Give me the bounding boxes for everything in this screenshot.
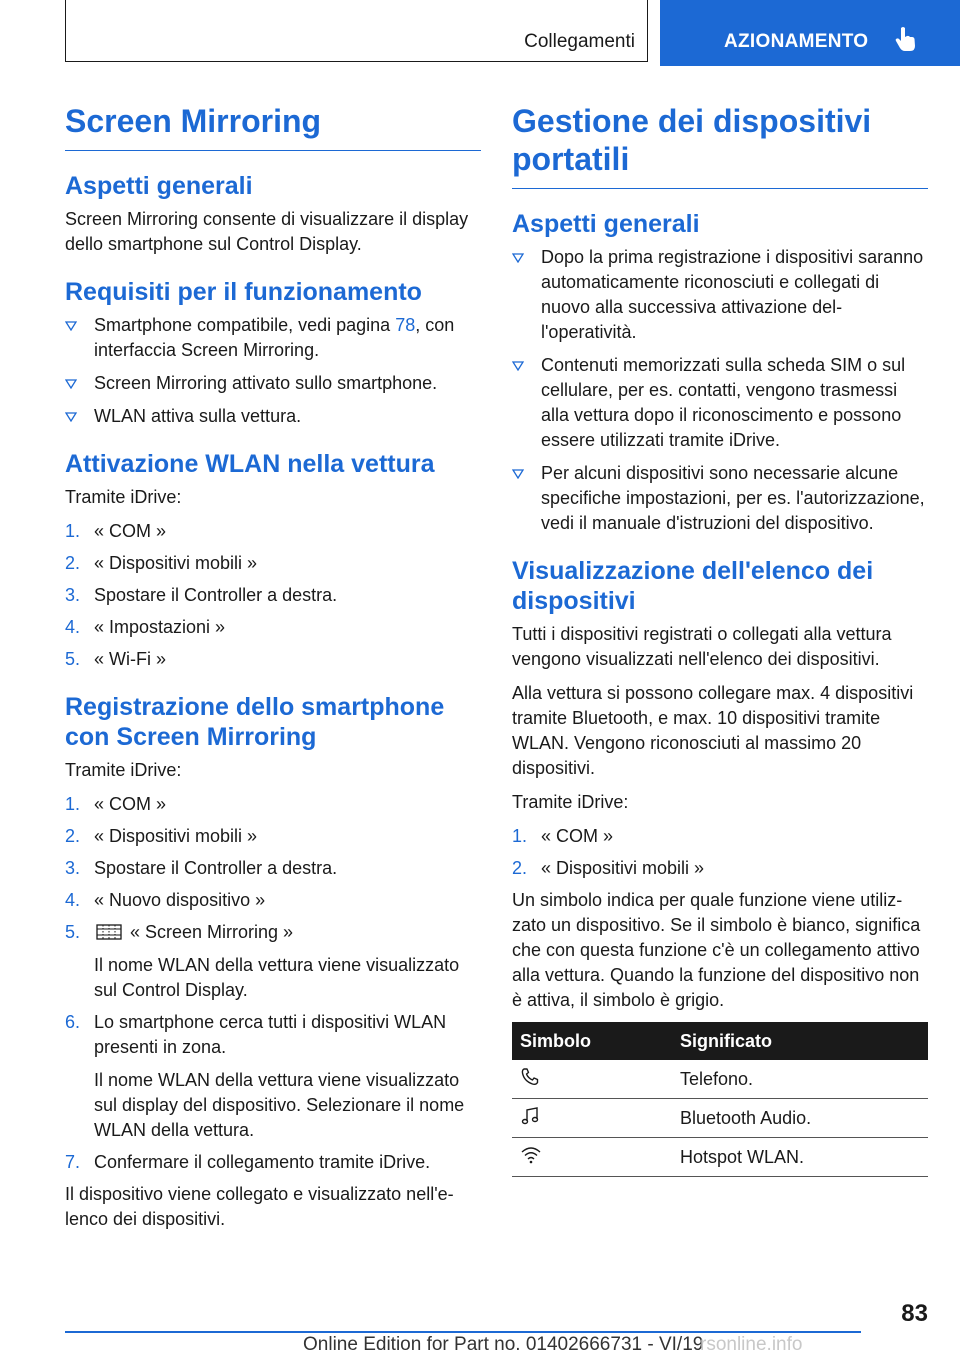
- page-link-78[interactable]: 78: [395, 315, 416, 335]
- heading-general: Aspetti generali: [65, 172, 253, 200]
- screen-mirroring-icon: [96, 923, 122, 941]
- general-text: Screen Mirroring consente di visualizzare il display dello smartphone sul Control Display.: [65, 209, 469, 254]
- list-item: 1. « COM »: [65, 521, 167, 541]
- heading-wlan-activation: Attivazione WLAN nella vettura: [65, 450, 435, 478]
- list-item: 1. « COM »: [512, 826, 614, 846]
- header-chapter-tab: [660, 0, 960, 66]
- footer-edition: Online Edition for Part no. 01402666731 - VI/19: [303, 1334, 704, 1355]
- list-item: 1. « COM »: [65, 794, 167, 814]
- table-row: [512, 1060, 928, 1099]
- list-item: Per alcuni dispositivi sono necessarie alcune specifiche impostazioni, per es. l'autorizzazione, vedi il manuale d'istruzioni del dispositivo.: [512, 461, 928, 536]
- heading-general-right: Aspetti generali: [512, 210, 700, 238]
- table-header-meaning: Significato: [680, 1022, 928, 1060]
- registration-outro: Il dispositivo viene collegato e visualizzato nell'elenco dei dispositivi.: [65, 1184, 454, 1229]
- list-item: 5. « Screen Mirroring » Il nome WLAN della vettura viene visualizzato sul Control Display.: [65, 922, 460, 1000]
- section-title-screen-mirroring: Screen Mirroring: [65, 102, 481, 151]
- meaning-cell: Bluetooth Audio.: [680, 1099, 928, 1138]
- list-item: 7. Confermare il collegamento tramite iDrive.: [65, 1152, 431, 1172]
- registration-steps: [65, 792, 481, 1175]
- header-section-box: [65, 0, 648, 62]
- heading-registration: Registrazione dello smartphone con Screen Mirroring: [65, 693, 445, 751]
- triangle-bullet-icon: [512, 469, 524, 479]
- section-title-device-management: Gestione dei dispositivi portatili: [512, 102, 928, 189]
- triangle-bullet-icon: [512, 253, 524, 263]
- wlan-steps: [65, 519, 481, 672]
- device-list-p1: Tutti i dispositivi registrati o collegati alla vettura vengono visualizzati nell'elenco dei dispositivi.: [512, 624, 892, 669]
- hand-pointer-icon: [895, 26, 917, 57]
- list-item: 2. « Dispositivi mobili »: [65, 553, 258, 573]
- header-chapter-label: AZIONAMENTO: [724, 31, 869, 52]
- meaning-cell: Telefono.: [680, 1060, 928, 1099]
- footer-divider: [65, 1331, 861, 1333]
- list-item: 2. « Dispositivi mobili »: [512, 858, 705, 878]
- table-header-row: [512, 1022, 928, 1060]
- right-column: [512, 102, 928, 1177]
- device-list-intro: Tramite iDrive:: [512, 792, 629, 812]
- general-list: [512, 245, 928, 536]
- device-list-steps: [512, 824, 928, 881]
- footer-watermark: rsonline.info: [700, 1334, 803, 1355]
- list-item: 5. « Wi-Fi »: [65, 649, 166, 669]
- list-item: Contenuti memorizzati sulla scheda SIM o sul cellulare, per es. contatti, vengono trasmessi alla vettura dopo il riconoscimento e possono essere utilizzati tramite iDrive.: [512, 353, 928, 453]
- triangle-bullet-icon: [65, 379, 77, 389]
- triangle-bullet-icon: [512, 361, 524, 371]
- wifi-icon: [520, 1145, 542, 1165]
- registration-intro: Tramite iDrive:: [65, 760, 182, 780]
- table-row: [512, 1099, 928, 1138]
- wlan-intro: Tramite iDrive:: [65, 487, 182, 507]
- device-list-p3: Un simbolo indica per quale funzione viene utilizzato un dispositivo. Se il simbolo è bianco, significa che con questa funzione c'è un collegamento attivo alla vettura. Quando la funzione del dispositivo non è attiva, il simbolo è grigio.: [512, 890, 921, 1010]
- left-column: [65, 102, 481, 1241]
- list-item: 6. Lo smartphone cerca tutti i dispositivi WLAN presenti in zona. Il nome WLAN della vettura viene visualizzato sul display del dispositivo. Selezionare il nome WLAN della vettura.: [65, 1012, 465, 1140]
- table-row: [512, 1138, 928, 1177]
- list-item: 4. « Impostazioni »: [65, 617, 226, 637]
- list-item: Dopo la prima registrazione i dispositivi saranno automaticamente riconosciuti e collegati di nuovo alla successiva attivazione dell'operatività.: [512, 245, 928, 345]
- list-item: 3. Spostare il Controller a destra.: [65, 585, 338, 605]
- list-item: 3. Spostare il Controller a destra.: [65, 858, 338, 878]
- device-list-p2: Alla vettura si possono collegare max. 4 dispositivi tramite Bluetooth, e max. 10 dispositivi tramite WLAN. Vengono riconosciuti al massimo 20 dispositivi.: [512, 683, 914, 778]
- table-header-symbol: Simbolo: [512, 1022, 680, 1060]
- phone-icon: [520, 1067, 540, 1087]
- list-item: WLAN attiva sulla vettura.: [65, 404, 481, 429]
- list-item: 4. « Nuovo dispositivo »: [65, 890, 266, 910]
- header-section-title: Collegamenti: [524, 31, 635, 52]
- triangle-bullet-icon: [65, 321, 77, 331]
- list-item: Screen Mirroring attivato sullo smartphone.: [65, 371, 481, 396]
- heading-requirements: Requisiti per il funzionamento: [65, 278, 422, 306]
- meaning-cell: Hotspot WLAN.: [680, 1138, 928, 1177]
- requirements-list: [65, 313, 481, 429]
- music-note-icon: [520, 1106, 540, 1126]
- triangle-bullet-icon: [65, 412, 77, 422]
- symbol-table: [512, 1022, 928, 1177]
- heading-device-list: Visualizzazione dell'elenco dei dispositivi: [512, 557, 874, 615]
- list-item: 2. « Dispositivi mobili »: [65, 826, 258, 846]
- page-number: 83: [901, 1300, 928, 1327]
- list-item: Smartphone compatibile, vedi pagina 78, con interfaccia Screen Mirroring.: [65, 313, 481, 363]
